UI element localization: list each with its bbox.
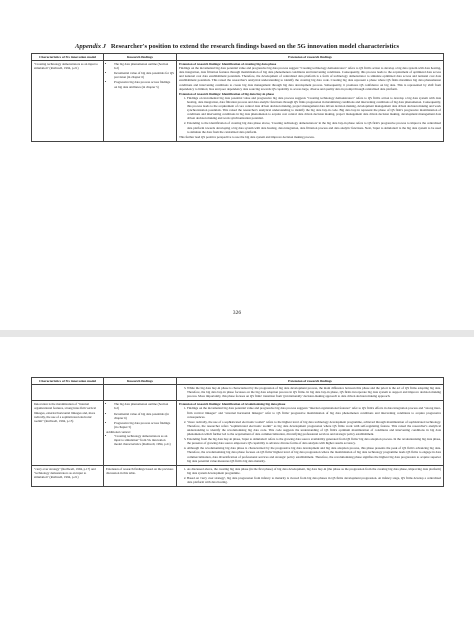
table-row <box>32 401 444 465</box>
finding-item: • Incremental value of big data potentials (in chapter 6) <box>114 412 174 420</box>
extension-item: 4. Although the revolutionising big data phase is characterized by the progressive big data development and big data adoption process, this phase presents the peak of QS firm's advancing big data. Therefore, the revolutionising big data phase focuses on QS firms' highest level of big data progression where the maximization of big data technology programme leads QS firms to engage in data commercialization, data diversification of professional services and strategic policy establishment. Therefore, the revolutionising phase signifies the highest big data progression to acquire superior big data potential value measures QS firm's big data maturity. <box>187 446 441 462</box>
extension-paragraph: This further lead QS positive perspective to use the big data system and improve decision making process. <box>179 134 315 139</box>
extension-cell <box>177 401 444 465</box>
finding-item: • Incremental value of big data potentials for QS provision (in chapter 6) <box>114 71 174 79</box>
characteristic-cell: "carry over strategy" (Rothwell, 1994, p.17) and "technology demonstrators as an input to simulation" (Rothwell, 1994, p.21) <box>32 465 104 486</box>
finding-item: • "Creating technology demonstrators as an input to simulation" from 5G innovation model characteristics (Rothwell, 1994, p.21) <box>114 434 174 446</box>
appendix-title: Researcher's position to extend the research findings based on the 5G innovation model characteristics <box>110 43 400 50</box>
extension-item: 2. Based on 'carry over strategy', big data progression from infancy to maturity is viewed from big data phases in QS firms development progression. At infancy stage, QS firms develop a centralized data platform with data hosting. <box>187 476 441 484</box>
header-characteristics: Characteristics of 5G innovation model <box>32 378 104 385</box>
findings-table-1 <box>31 53 444 142</box>
extension-cell <box>177 465 444 486</box>
finding-item: • The big data phenomenon outline (Section 6.2) <box>114 402 174 410</box>
additional-context-label: Additional context: <box>106 429 131 434</box>
table-header-row <box>32 378 444 385</box>
findings-cell: Extension of research findings based on the previous discussion in this table. <box>104 465 177 486</box>
extension-item: 3. Extending from the big data buy-in phase, 'input to simulation' refers to the growing data source availability generated from QS firms' big data adoption process. In the revolutionising big data phase, the presence of growing data source empowers QS capability to advance diverse forms of data analysis with higher results accuracy. <box>187 437 441 445</box>
extension-item: 2. Extending to the identification of creating big data phase above, 'Creating technology demonstrators' in the big data buy-in phase refers to QS firm's progressive process to improve the centralized data platform towards developing a big data system with data hosting, data integration, data filtration process and data analytic functions. Next, 'input to simulation' is the big data system to be used to simulate the data from the centralized data platform. <box>187 121 441 133</box>
extension-paragraph: Findings on the incremental big data potential value and progressive big data process suggest "Creating technology demonstrators" refers to QS firm's action to develop a big data system with data hosting, data integration, data filtration features through maximization of big data phenomenon conditions and intervening conditions. Consequently, this process leads to the acquirement of optimized data access and national cost data establishment potentials. Therefore, the development of centralized data platform is a form of technology demonstrator to simulate optimized data access and national cost data establishment potentials. This raised the researcher's analytical understanding to identify the creating big data code. Creating big data represent a phase where QS firms maximize big data phenomenon conditions and intervening conditions to create big data management through big data development process. Subsequently, it promotes QS confidence on big data. This is represented by shift from dependency to limited, bias and poor dependency data sourcing towards QS capability to access large, diverse and quality data in prompt through centralized data platform. <box>179 66 441 91</box>
extension-heading: Extension of research findings: Identification of creating big data phase <box>179 62 277 67</box>
findings-cell <box>104 385 177 401</box>
appendix-label: Appendix J <box>74 43 106 50</box>
extension-heading: Extension of research findings: Identification of revolutionising big data phase <box>179 402 286 407</box>
extension-cell <box>177 61 444 142</box>
finding-item: • Progressive big data process across findings on big data attributes (in chapter 5) <box>114 80 174 88</box>
header-findings: Research findings <box>104 378 177 385</box>
extension-item: 2. "more radically, the use of a sophisticated electronic toolkit" refers to the highest level of big data technology development programme, achieved through maximization of sophisticated technology. Therefore, the researcher refers "sophisticated electronic toolkit" as big data development progression where QS firms work with self-regulating feature. This raised the researcher's analytical understanding to identify the revolutionising big data code. This code suggests the understanding of QS firm's optimum maximization of conditions and intervening conditions in big data phenomenon which further led to the acquirement of data commercialization, diversifying professional services and strategic policy establishment. <box>187 420 441 436</box>
characteristic-cell <box>32 385 104 401</box>
finding-item: • Progressive big data process across findings (in chapter 5) <box>114 421 174 429</box>
extension-heading: Extension of research findings: Identification of big data buy-in phase <box>179 91 274 96</box>
extension-cell <box>177 385 444 401</box>
header-findings: Research findings <box>104 54 177 61</box>
finding-item: • The big data phenomenon outline (Section 6.2) <box>114 62 174 70</box>
header-extension: Extension of research findings <box>177 54 444 61</box>
document-page-2 <box>0 337 474 632</box>
table-header-row <box>32 54 444 61</box>
header-characteristics: Characteristics of 5G innovation model <box>32 54 104 61</box>
extension-item: 3. While the big data buy-in phase is characterized by the progression of big data development process, the main difference between this phase and the priori is the act of QS firms adopting big data. Therefore, the big data buy-in phase focusses on the big data adoption process in QS firms. In big data buy-in phase, QS firms incorporate big data system to support and improve decision making process. More importantly, this phase focuses on QS firms' transition from 'gravitationally' decision-making approach to data driven decision making approach. <box>187 386 441 398</box>
findings-table-2 <box>31 377 444 487</box>
extension-item: 1. Findings on the incremental big data potential value and progressive big data process suggests "internal organizational features" refer to QS firm's efforts in data integration process and "strong inter-firm vertical linkages" and "external horizontal linkages" refer to QS firms' progressive maximization of big data phenomenon conditions and intervening conditions to acquire progressive consequences. <box>187 406 441 418</box>
extension-item: 1. As discussed above, the creating big data phase (in the first phase) of big data development, big data buy-in (the phase as the progression from the creating big data phase, improving data platform) big data system development programme. <box>187 467 441 475</box>
characteristic-cell: "Creating technology demonstrators as an input to simulation" (Rothwell, 1994, p.21) <box>32 61 104 142</box>
page-title <box>0 43 474 50</box>
findings-cell <box>104 61 177 142</box>
table-row <box>32 61 444 142</box>
findings-cell <box>104 401 177 465</box>
page-separator <box>0 330 474 337</box>
table-row <box>32 385 444 401</box>
page-number: 326 <box>232 310 242 316</box>
characteristic-cell: Innovation is the maximization of "internal organizational features, strong inter-firm vertical linkages, external horizontal linkages and, more radically, the use of a sophisticated electronic toolkit" (Rothwell, 1994, p.15) <box>32 401 104 465</box>
extension-item: 1. Findings on incremental big data potential value and progressive big data process suggests "Creating technology demonstrators" refers to QS firm's action to develop a big data system with data hosting, data integration, data filtration process and data analytic functions through QS firms progression in maximizing conditions and intervening conditions of big data phenomenon. Consequently, this process leads to the acquirement of core control data driven decision making, project management data driven decision making, development management data driven decision making and work synchronization potentials. This raised the researcher's analytical understanding to identify the big data buy-in code. Big data buy-in represent the phase of QS firm's progressive maximization of conditions and intervening conditions in big data phenomenon to acquire cost control data driven decision making, project management data driven decision making, development management data driven decision making and work synchronization potential. <box>187 96 441 121</box>
table-row <box>32 465 444 486</box>
header-extension: Extension of research findings <box>177 378 444 385</box>
